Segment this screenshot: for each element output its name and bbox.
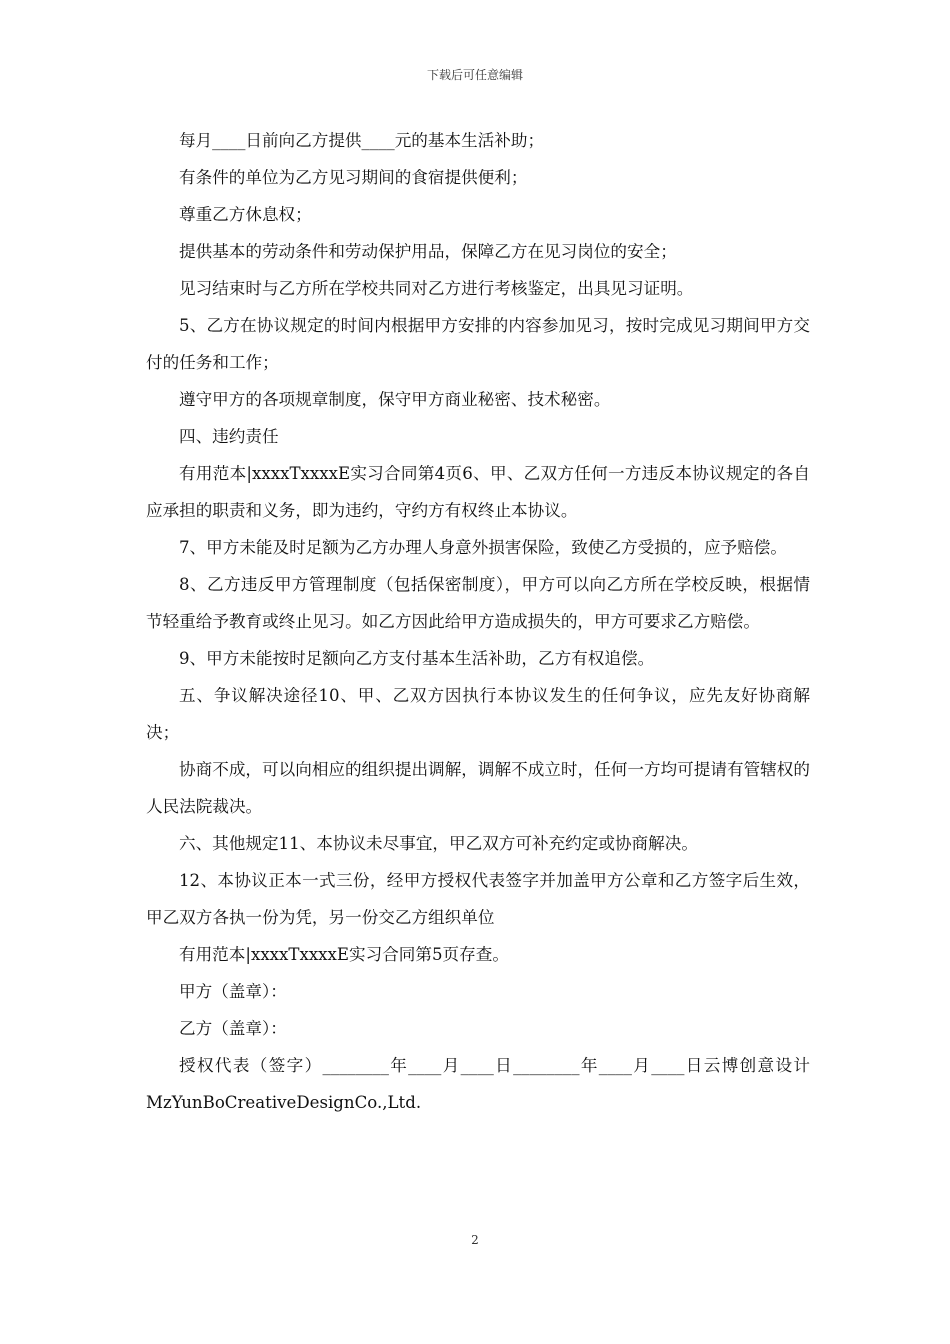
signature-line-representative: 授权代表（签字）________年____月____日________年____月____日云博创意设计MzYunBoCreativeDesignCo.,Ltd. (146, 1056, 810, 1112)
paragraph: 有用范本|xxxxTxxxxE实习合同第5页存查。 (179, 945, 509, 964)
page-number: 2 (471, 1233, 479, 1247)
paragraph: 7、甲方未能及时足额为乙方办理人身意外损害保险，致使乙方受损的，应予赔偿。 (179, 538, 787, 557)
section-heading: 四、违约责任 (179, 427, 279, 446)
signature-line-party-b: 乙方（盖章）： (179, 1019, 287, 1038)
document-body (146, 122, 810, 1121)
paragraph: 见习结束时与乙方所在学校共同对乙方进行考核鉴定，出具见习证明。 (179, 279, 694, 298)
paragraph: 提供基本的劳动条件和劳动保护用品，保障乙方在见习岗位的安全； (179, 242, 677, 261)
paragraph: 尊重乙方休息权； (179, 205, 312, 224)
paragraph: 12、本协议正本一式三份，经甲方授权代表签字并加盖甲方公章和乙方签字后生效，甲乙双方各执一份为凭，另一份交乙方组织单位 (146, 871, 810, 927)
paragraph: 协商不成，可以向相应的组织提出调解，调解不成立时，任何一方均可提请有管辖权的人民法院裁决。 (146, 760, 810, 816)
paragraph: 六、其他规定11、本协议未尽事宜，甲乙双方可补充约定或协商解决。 (179, 834, 698, 853)
paragraph: 5、乙方在协议规定的时间内根据甲方安排的内容参加见习，按时完成见习期间甲方交付的任务和工作； (146, 316, 810, 372)
paragraph: 每月____日前向乙方提供____元的基本生活补助； (179, 131, 545, 150)
paragraph: 有用范本|xxxxTxxxxE实习合同第4页6、甲、乙双方任何一方违反本协议规定的各自应承担的职责和义务，即为违约，守约方有权终止本协议。 (146, 464, 810, 520)
paragraph: 8、乙方违反甲方管理制度（包括保密制度），甲方可以向乙方所在学校反映，根据情节轻重给予教育或终止见习。如乙方因此给甲方造成损失的，甲方可要求乙方赔偿。 (146, 575, 810, 631)
paragraph: 9、甲方未能按时足额向乙方支付基本生活补助，乙方有权追偿。 (179, 649, 655, 668)
paragraph: 有条件的单位为乙方见习期间的食宿提供便利； (179, 168, 528, 187)
paragraph: 遵守甲方的各项规章制度，保守甲方商业秘密、技术秘密。 (179, 390, 611, 409)
paragraph: 五、争议解决途径10、甲、乙双方因执行本协议发生的任何争议，应先友好协商解决； (146, 686, 810, 742)
page-header: 下载后可任意编辑 (426, 68, 523, 82)
signature-line-party-a: 甲方（盖章）： (179, 982, 287, 1001)
